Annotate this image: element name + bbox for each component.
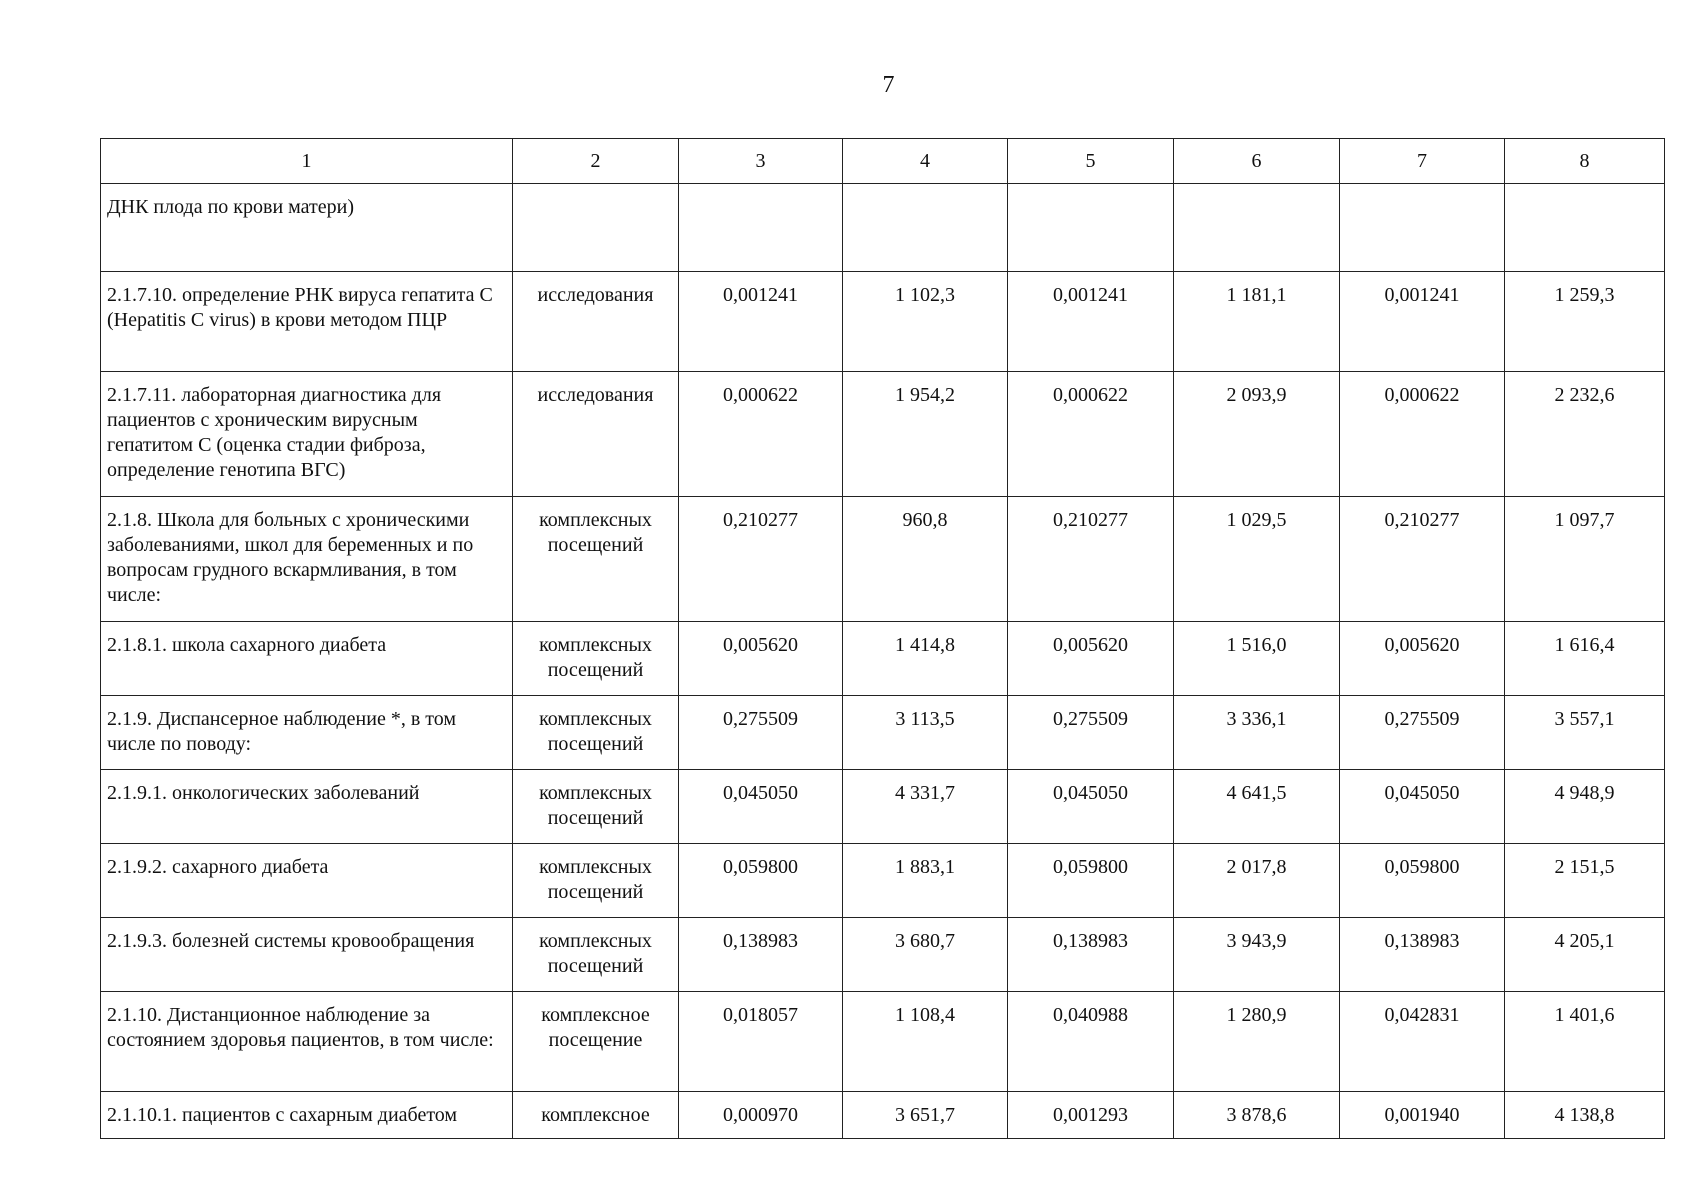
row-name-cell: 2.1.8.1. школа сахарного диабета xyxy=(101,622,513,696)
value-cell: 1 181,1 xyxy=(1174,272,1340,372)
value-cell: 3 651,7 xyxy=(843,1092,1008,1139)
row-name-cell: ДНК плода по крови матери) xyxy=(101,184,513,272)
value-cell xyxy=(1505,184,1665,272)
value-cell: 0,001293 xyxy=(1008,1092,1174,1139)
value-cell xyxy=(843,184,1008,272)
value-cell: 0,275509 xyxy=(679,696,843,770)
row-name-cell: 2.1.9.3. болезней системы кровообращения xyxy=(101,918,513,992)
header-cell: 1 xyxy=(101,139,513,184)
unit-cell: комплексных посещений xyxy=(513,770,679,844)
value-cell: 1 102,3 xyxy=(843,272,1008,372)
value-cell: 0,000622 xyxy=(1008,372,1174,497)
value-cell: 1 414,8 xyxy=(843,622,1008,696)
value-cell: 2 151,5 xyxy=(1505,844,1665,918)
row-name-cell: 2.1.8. Школа для больных с хроническими заболеваниями, школ для беременных и по вопросам грудного вскармливания, в том числе: xyxy=(101,497,513,622)
value-cell: 0,001241 xyxy=(679,272,843,372)
value-cell: 3 336,1 xyxy=(1174,696,1340,770)
value-cell: 0,059800 xyxy=(1340,844,1505,918)
value-cell: 0,001241 xyxy=(1340,272,1505,372)
header-cell: 6 xyxy=(1174,139,1340,184)
value-cell: 3 680,7 xyxy=(843,918,1008,992)
value-cell: 0,138983 xyxy=(679,918,843,992)
unit-cell: комплексных посещений xyxy=(513,696,679,770)
value-cell: 0,018057 xyxy=(679,992,843,1092)
unit-cell: комплексных посещений xyxy=(513,622,679,696)
value-cell: 1 280,9 xyxy=(1174,992,1340,1092)
value-cell: 0,005620 xyxy=(1340,622,1505,696)
value-cell: 0,138983 xyxy=(1340,918,1505,992)
row-name-cell: 2.1.9.1. онкологических заболеваний xyxy=(101,770,513,844)
table-row xyxy=(101,992,1665,1092)
value-cell: 3 878,6 xyxy=(1174,1092,1340,1139)
value-cell: 1 954,2 xyxy=(843,372,1008,497)
value-cell xyxy=(1174,184,1340,272)
value-cell: 1 401,6 xyxy=(1505,992,1665,1092)
data-table xyxy=(100,138,1665,1139)
value-cell: 1 883,1 xyxy=(843,844,1008,918)
value-cell: 1 097,7 xyxy=(1505,497,1665,622)
header-cell: 5 xyxy=(1008,139,1174,184)
value-cell: 1 108,4 xyxy=(843,992,1008,1092)
table-row xyxy=(101,272,1665,372)
table-row xyxy=(101,918,1665,992)
header-cell: 3 xyxy=(679,139,843,184)
table-row xyxy=(101,497,1665,622)
value-cell: 1 029,5 xyxy=(1174,497,1340,622)
value-cell: 0,059800 xyxy=(1008,844,1174,918)
value-cell: 0,042831 xyxy=(1340,992,1505,1092)
value-cell: 0,210277 xyxy=(1008,497,1174,622)
table-row xyxy=(101,184,1665,272)
unit-cell: комплексных посещений xyxy=(513,918,679,992)
header-cell: 7 xyxy=(1340,139,1505,184)
row-name-cell: 2.1.10. Дистанционное наблюдение за состоянием здоровья пациентов, в том числе: xyxy=(101,992,513,1092)
table-row xyxy=(101,372,1665,497)
value-cell: 0,001940 xyxy=(1340,1092,1505,1139)
header-cell: 8 xyxy=(1505,139,1665,184)
unit-cell xyxy=(513,184,679,272)
value-cell xyxy=(1340,184,1505,272)
table-row xyxy=(101,1092,1665,1139)
unit-cell: исследования xyxy=(513,372,679,497)
value-cell: 1 516,0 xyxy=(1174,622,1340,696)
value-cell: 4 948,9 xyxy=(1505,770,1665,844)
row-name-cell: 2.1.9.2. сахарного диабета xyxy=(101,844,513,918)
row-name-cell: 2.1.7.10. определение РНК вируса гепатита С (Hepatitis C virus) в крови методом ПЦР xyxy=(101,272,513,372)
value-cell: 4 138,8 xyxy=(1505,1092,1665,1139)
row-name-cell: 2.1.7.11. лабораторная диагностика для пациентов с хроническим вирусным гепатитом С (оценка стадии фиброза, определение генотипа ВГС) xyxy=(101,372,513,497)
value-cell: 0,138983 xyxy=(1008,918,1174,992)
unit-cell: комплексное посещение xyxy=(513,992,679,1092)
value-cell: 1 616,4 xyxy=(1505,622,1665,696)
value-cell: 4 205,1 xyxy=(1505,918,1665,992)
value-cell: 0,045050 xyxy=(1340,770,1505,844)
value-cell: 3 943,9 xyxy=(1174,918,1340,992)
value-cell: 0,275509 xyxy=(1340,696,1505,770)
unit-cell: комплексных посещений xyxy=(513,497,679,622)
table-row xyxy=(101,622,1665,696)
value-cell: 960,8 xyxy=(843,497,1008,622)
value-cell: 0,000622 xyxy=(1340,372,1505,497)
value-cell: 0,045050 xyxy=(1008,770,1174,844)
page-number: 7 xyxy=(882,72,895,98)
table-row xyxy=(101,696,1665,770)
value-cell: 0,000970 xyxy=(679,1092,843,1139)
value-cell: 3 113,5 xyxy=(843,696,1008,770)
value-cell: 2 093,9 xyxy=(1174,372,1340,497)
table-row xyxy=(101,844,1665,918)
row-name-cell: 2.1.10.1. пациентов с сахарным диабетом xyxy=(101,1092,513,1139)
value-cell: 0,059800 xyxy=(679,844,843,918)
value-cell xyxy=(679,184,843,272)
value-cell xyxy=(1008,184,1174,272)
value-cell: 0,210277 xyxy=(1340,497,1505,622)
header-cell: 2 xyxy=(513,139,679,184)
value-cell: 0,005620 xyxy=(1008,622,1174,696)
value-cell: 0,040988 xyxy=(1008,992,1174,1092)
value-cell: 0,210277 xyxy=(679,497,843,622)
value-cell: 4 641,5 xyxy=(1174,770,1340,844)
value-cell: 1 259,3 xyxy=(1505,272,1665,372)
value-cell: 0,045050 xyxy=(679,770,843,844)
value-cell: 2 017,8 xyxy=(1174,844,1340,918)
unit-cell: комплексных посещений xyxy=(513,844,679,918)
value-cell: 3 557,1 xyxy=(1505,696,1665,770)
value-cell: 4 331,7 xyxy=(843,770,1008,844)
unit-cell: исследования xyxy=(513,272,679,372)
header-cell: 4 xyxy=(843,139,1008,184)
value-cell: 2 232,6 xyxy=(1505,372,1665,497)
value-cell: 0,275509 xyxy=(1008,696,1174,770)
table-row xyxy=(101,770,1665,844)
value-cell: 0,000622 xyxy=(679,372,843,497)
value-cell: 0,005620 xyxy=(679,622,843,696)
row-name-cell: 2.1.9. Диспансерное наблюдение *, в том числе по поводу: xyxy=(101,696,513,770)
value-cell: 0,001241 xyxy=(1008,272,1174,372)
unit-cell: комплексное xyxy=(513,1092,679,1139)
table-header-row xyxy=(101,139,1665,184)
